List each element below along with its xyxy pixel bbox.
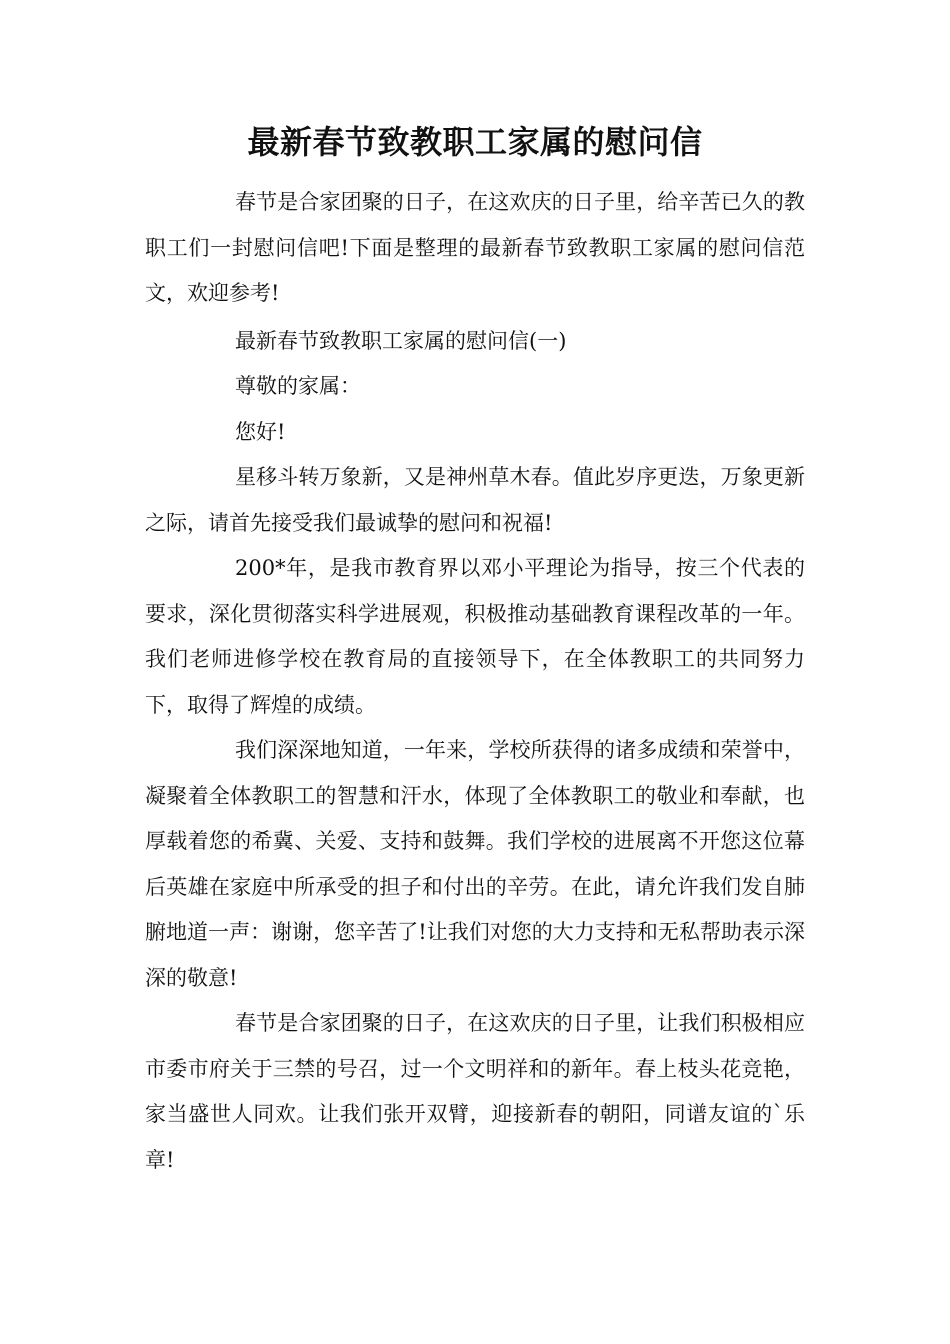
body-paragraph: 春节是合家团聚的日子，在这欢庆的日子里，让我们积极相应市委市府关于三禁的号召，过一个文明祥和的新年。春上枝头花竞艳，家当盛世人同欢。让我们张开双臂，迎接新春的朝阳，同谱友谊的`乐章! (145, 1011, 805, 1172)
greeting: 您好! (235, 419, 286, 444)
document-title: 最新春节致教职工家属的慰问信 (247, 123, 703, 161)
body-paragraph: 星移斗转万象新，又是神州草木春。值此岁序更迭，万象更新之际，请首先接受我们最诚挚的慰问和祝福! (145, 465, 805, 535)
body-paragraph: 我们深深地知道，一年来，学校所获得的诸多成绩和荣誉中，凝聚着全体教职工的智慧和汗水，体现了全体教职工的敬业和奉献，也厚载着您的希冀、关爱、支持和鼓舞。我们学校的进展离不开您这位幕后英雄在家庭中所承受的担子和付出的辛劳。在此，请允许我们发自肺腑地道一声：谢谢，您辛苦了!让我们对您的大力支持和无私帮助表示深深的敬意! (145, 738, 805, 990)
document-body (145, 180, 805, 1183)
body-paragraph: 200*年，是我市教育界以邓小平理论为指导，按三个代表的要求，深化贯彻落实科学进展观，积极推动基础教育课程改革的一年。我们老师进修学校在教育局的直接领导下，在全体教职工的共同努力下，取得了辉煌的成绩。 (145, 556, 805, 717)
salutation: 尊敬的家属： (235, 374, 361, 398)
intro-paragraph: 春节是合家团聚的日子，在这欢庆的日子里，给辛苦已久的教职工们一封慰问信吧!下面是整理的最新春节致教职工家属的慰问信范文，欢迎参考! (145, 190, 805, 305)
letter-heading: 最新春节致教职工家属的慰问信(一) (235, 328, 567, 353)
